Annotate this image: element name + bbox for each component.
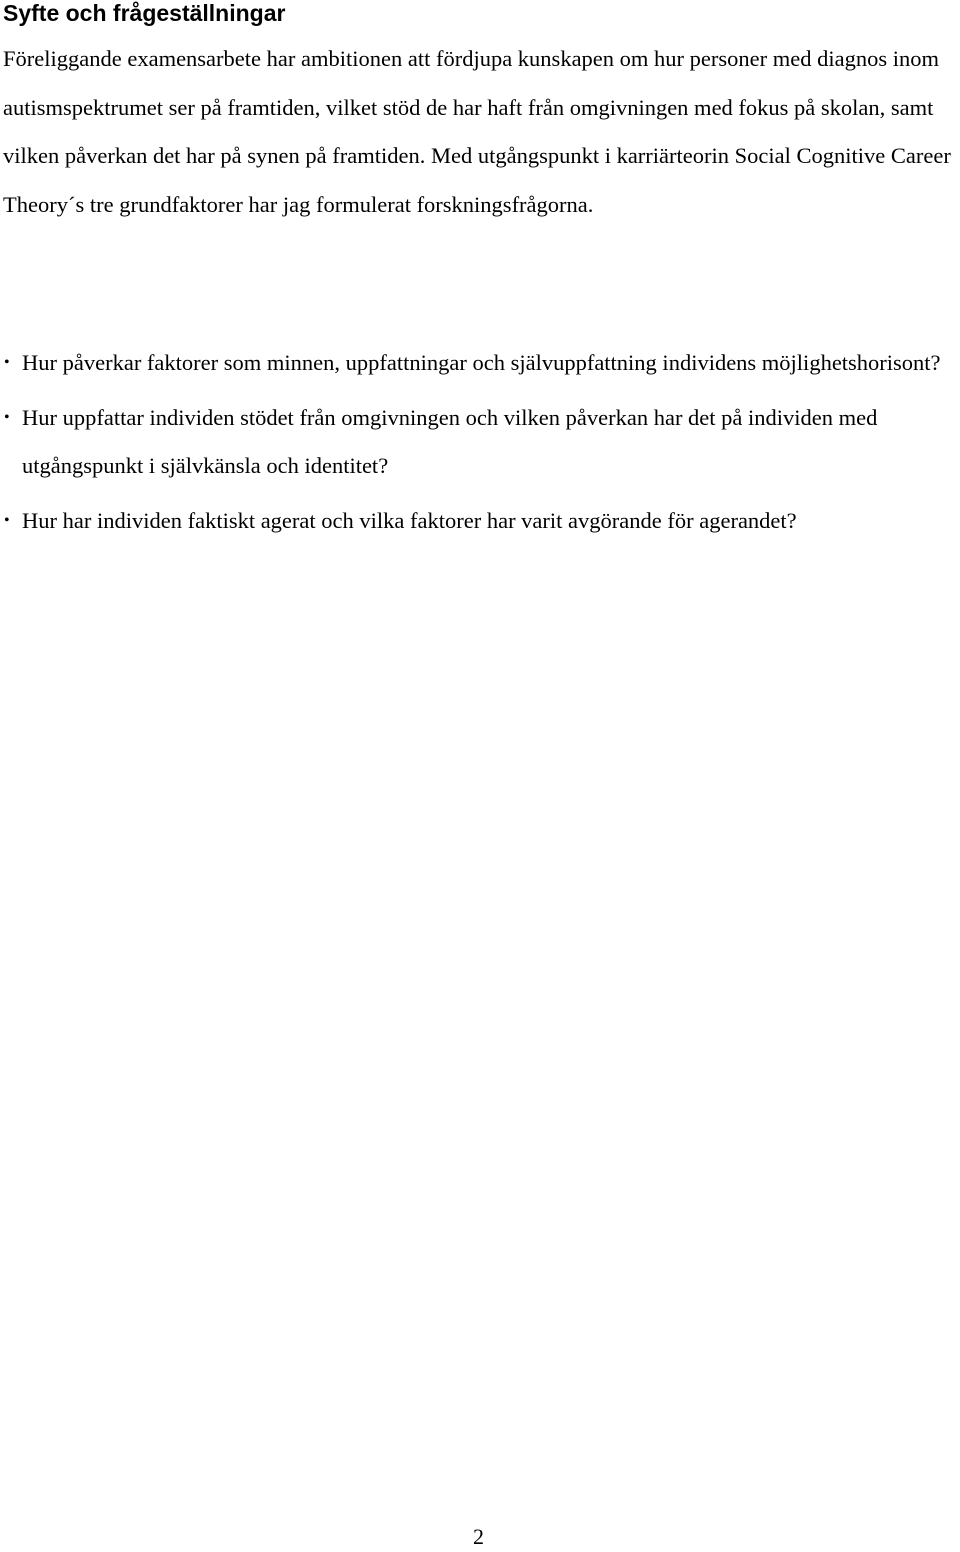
- bullet-icon: •: [4, 511, 10, 529]
- research-question-item: [0, 497, 960, 546]
- research-question-item: [0, 394, 960, 491]
- bullet-icon: •: [4, 354, 10, 371]
- research-question-item: [0, 339, 960, 388]
- research-question-text: Hur har individen faktiskt agerat och vilka faktorer har varit avgörande för agerandet?: [22, 507, 797, 533]
- bullet-icon: •: [4, 408, 10, 426]
- research-question-text: Hur uppfattar individen stödet från omgivningen och vilken påverkan har det på individen med utgångspunkt i självkänsla och identitet?: [22, 404, 878, 479]
- research-questions-list: [0, 339, 960, 545]
- intro-paragraph: Föreliggande examensarbete har ambitionen att fördjupa kunskapen om hur personer med diagnos inom autismspektrumet ser på framtiden, vilket stöd de har haft från omgivningen med fokus på skolan, samt vilken påverkan det har på synen på framtiden. Med utgångspunkt i karriärteorin Social Cognitive Career Theory´s tre grundfaktorer har jag formulerat forskningsfrågorna.: [3, 46, 951, 217]
- page-number: 2: [473, 1524, 484, 1549]
- section-heading: Syfte och frågeställningar: [3, 0, 286, 26]
- research-question-text: Hur påverkar faktorer som minnen, uppfattningar och självuppfattning individens möjlighetshorisont?: [22, 350, 941, 375]
